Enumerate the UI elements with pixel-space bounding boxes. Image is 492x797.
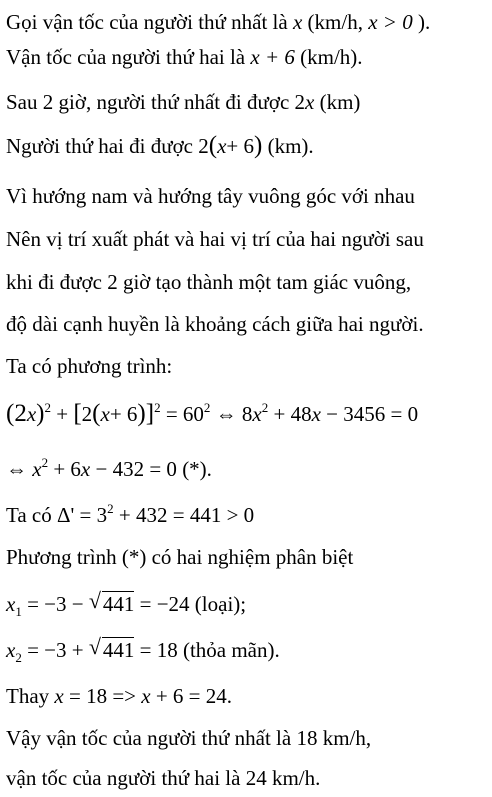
expr: = 18 [139, 638, 178, 662]
var-x: x [80, 457, 91, 481]
paren: ) [137, 400, 146, 427]
line-equation-intro: Ta có phương trình: [6, 354, 173, 378]
line-positions: Nên vị trí xuất phát và hai vị trí của hai người sau [6, 227, 424, 251]
expr: 2 [81, 402, 93, 426]
equation-root-two [6, 634, 488, 665]
radicand: 441 [102, 638, 135, 662]
var-x: x [217, 134, 227, 158]
expr: = −24 [139, 592, 190, 616]
var-x: x [311, 402, 321, 426]
text: Người thứ hai đi được [6, 134, 194, 158]
var-x: x [252, 402, 262, 426]
line-two-roots: Phương trình (*) có hai nghiệm phân biệt [6, 545, 354, 569]
var-x: x [6, 638, 16, 662]
paren: ( [92, 400, 101, 427]
text: (km) [319, 90, 361, 114]
bracket: [ [73, 400, 82, 427]
line-perpendicular: Vì hướng nam và hướng tây vuông góc với nhau [6, 184, 415, 208]
text: (km). [267, 134, 314, 158]
line-define-x [6, 9, 488, 35]
text: Ta có [6, 503, 52, 527]
expr: + 432 = 441 > 0 [118, 503, 255, 527]
op: + [56, 402, 69, 426]
expr: + 6 [109, 402, 138, 426]
line-distance-one [6, 89, 488, 115]
paren: ) [254, 132, 263, 159]
text: (km/h). [300, 45, 363, 69]
expr: Δ' = 3 [57, 503, 108, 527]
text: Sau 2 giờ, người thứ nhất đi được [6, 90, 290, 114]
condition: x > 0 [368, 10, 413, 34]
subscript: 2 [15, 650, 22, 665]
expr: − 432 = 0 [95, 457, 177, 481]
sqrt [88, 588, 135, 617]
expr: + 6 [53, 457, 81, 481]
equiv: ⇔ [6, 457, 27, 481]
text: (loại); [194, 592, 247, 616]
var-x: x [141, 684, 151, 708]
radicand: 441 [102, 592, 135, 616]
line-right-triangle: khi đi được 2 giờ tạo thành một tam giác vuông, [6, 270, 412, 294]
expr: 2 [198, 134, 209, 158]
var-x: x [26, 402, 37, 426]
expr: ⇔ 8 [215, 402, 253, 426]
expr: (2 [6, 400, 27, 427]
power: 2 [107, 501, 114, 516]
expr: + 6 [226, 134, 255, 158]
var-x: x [100, 402, 110, 426]
subscript: 1 [15, 604, 22, 619]
radical-icon: √ [88, 588, 101, 613]
power: 2 [203, 400, 211, 415]
equation-root-one [6, 588, 488, 619]
text: (km/h, [307, 10, 363, 34]
var-x: x [305, 90, 315, 114]
text: ). [417, 10, 431, 34]
var-x: x [6, 592, 16, 616]
text: (thỏa mãn). [182, 638, 280, 662]
text: Thay [6, 684, 50, 708]
line-hypotenuse: độ dài cạnh huyền là khoảng cách giữa hai người. [6, 312, 424, 336]
line-speed-two [6, 44, 488, 70]
text: Vận tốc của người thứ hai là [6, 45, 246, 69]
bracket: ] [145, 400, 155, 427]
radical-icon: √ [88, 634, 101, 659]
power: 2 [261, 400, 269, 415]
expr: = −3 − [27, 592, 84, 616]
power: 2 [41, 455, 49, 470]
power: 2 [44, 400, 51, 415]
expr: = 60 [165, 402, 204, 426]
equation-discriminant [6, 502, 488, 528]
paren: ( [208, 132, 218, 159]
paren: ) [36, 400, 45, 427]
label: (*). [182, 457, 212, 481]
equation-main [6, 401, 488, 427]
equation-simplified [6, 456, 488, 482]
line-conclusion-two: vận tốc của người thứ hai là 24 km/h. [6, 766, 321, 790]
sqrt [88, 634, 135, 663]
expr: 2 [294, 90, 306, 114]
expr: + 6 = 24 [155, 684, 227, 708]
expr: x + 6 [250, 45, 295, 69]
line-conclusion-one: Vậy vận tốc của người thứ nhất là 18 km/h, [6, 726, 372, 750]
expr: − 3456 = 0 [326, 402, 419, 426]
line-substitute [6, 683, 488, 709]
text: . [226, 684, 233, 708]
text: Gọi vận tốc của người thứ nhất là [6, 10, 288, 34]
expr: + 48 [273, 402, 312, 426]
expr: = 18 => [68, 684, 137, 708]
expr: = −3 + [27, 638, 84, 662]
line-distance-two [6, 133, 488, 159]
var-x: x [32, 457, 42, 481]
var-x: x [54, 684, 64, 708]
power: 2 [154, 400, 161, 415]
var-x: x [292, 10, 303, 34]
